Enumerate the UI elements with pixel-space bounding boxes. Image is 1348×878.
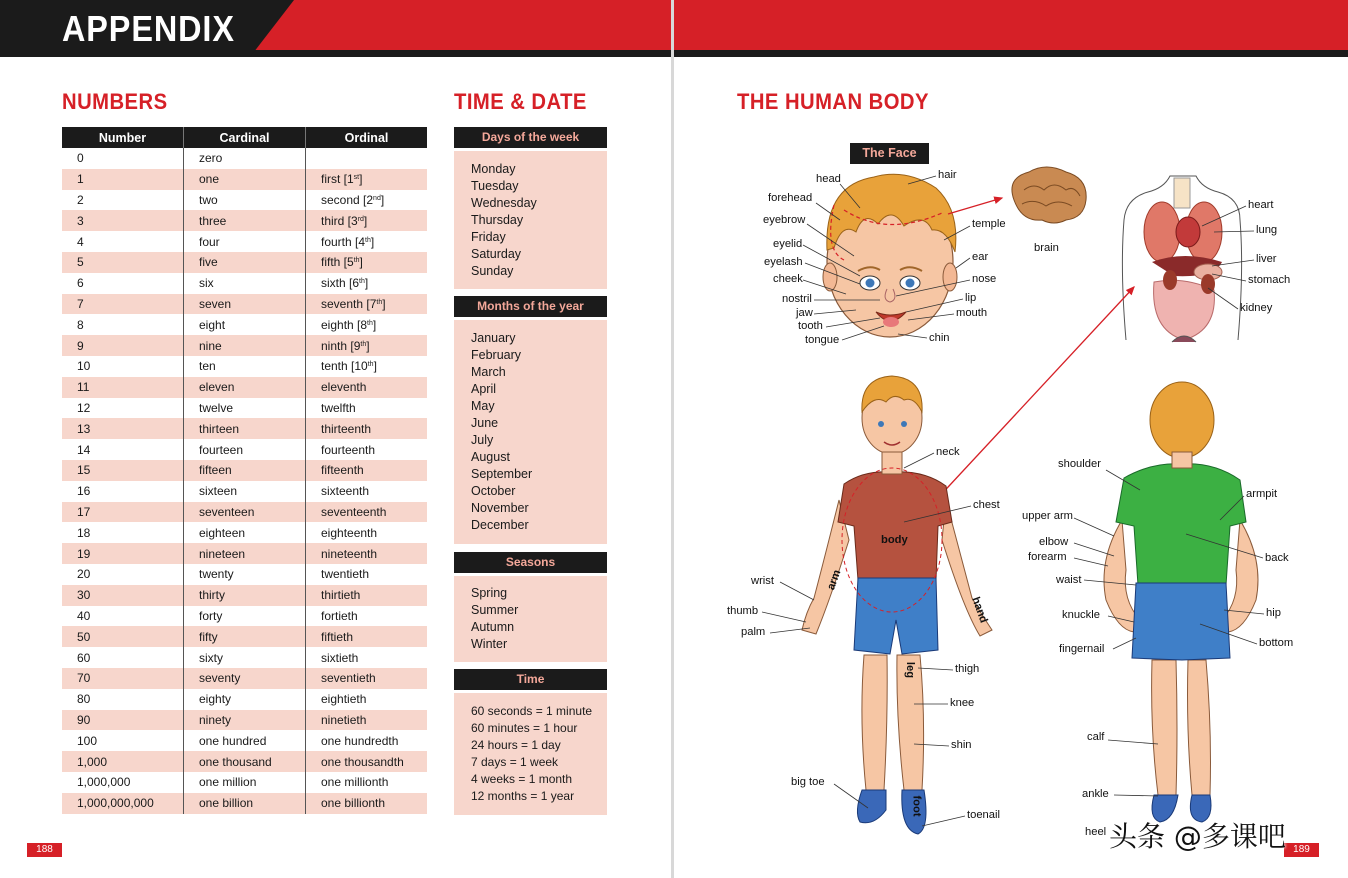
number-cell: 1,000,000,000 — [62, 793, 184, 814]
ordinal-text: twelfth — [321, 400, 356, 415]
ordinal-text: fourth [4 — [321, 234, 366, 249]
label-toenail: toenail — [967, 809, 1000, 821]
header-tab-slant — [250, 0, 294, 57]
number-cell: 7 — [62, 294, 184, 315]
ordinal-text: seventieth — [321, 671, 376, 686]
day-item: Thursday — [471, 213, 524, 227]
ordinal-cell — [306, 751, 428, 772]
numbers-table — [62, 127, 427, 814]
page-number-right: 189 — [1284, 843, 1319, 857]
ordinal-cell — [306, 377, 428, 398]
ordinal-cell — [306, 148, 428, 169]
ordinal-text: fifteenth — [321, 463, 364, 478]
label-kidney: kidney — [1240, 302, 1273, 314]
cardinal-cell: nineteen — [184, 543, 306, 564]
months-heading: Months of the year — [454, 296, 607, 317]
time-item: 7 days = 1 week — [471, 755, 559, 769]
label-liver: liver — [1256, 253, 1277, 265]
table-row — [62, 668, 427, 689]
label-jaw: jaw — [796, 307, 813, 319]
label-tooth: tooth — [798, 320, 823, 332]
cardinal-cell: one hundred — [184, 730, 306, 751]
day-item: Tuesday — [471, 179, 519, 193]
ordinal-cell — [306, 543, 428, 564]
label-thumb: thumb — [727, 605, 759, 617]
time-box — [454, 693, 607, 815]
time-item: 60 minutes = 1 hour — [471, 721, 578, 735]
month-item: August — [471, 450, 510, 464]
table-row — [62, 730, 427, 751]
cardinal-cell: six — [184, 273, 306, 294]
label-big-toe: big toe — [791, 776, 825, 788]
cardinal-cell: fifteen — [184, 460, 306, 481]
number-cell: 60 — [62, 647, 184, 668]
time-item: 12 months = 1 year — [471, 789, 575, 803]
label-heart: heart — [1248, 199, 1274, 211]
cardinal-cell: eighty — [184, 689, 306, 710]
table-row — [62, 314, 427, 335]
ordinal-cell: first [1st] — [306, 169, 428, 190]
ordinal-text: seventeenth — [321, 504, 387, 519]
column-header: Number — [62, 127, 184, 148]
cardinal-cell: eighteen — [184, 522, 306, 543]
table-row — [62, 439, 427, 460]
number-cell: 11 — [62, 377, 184, 398]
ordinal-text: fortieth — [321, 608, 358, 623]
season-item: Summer — [471, 603, 519, 617]
organs-illustration — [1122, 176, 1241, 342]
ordinal-cell — [306, 481, 428, 502]
label-forehead: forehead — [768, 192, 813, 204]
ordinal-text: thirteenth — [321, 421, 372, 436]
cardinal-cell: twelve — [184, 398, 306, 419]
cardinal-cell: three — [184, 210, 306, 231]
ordinal-text: one millionth — [321, 775, 389, 790]
ordinal-cell: fifth [5th] — [306, 252, 428, 273]
table-row — [62, 564, 427, 585]
ordinal-suffix: st — [353, 174, 360, 182]
cardinal-cell: thirteen — [184, 418, 306, 439]
number-cell: 1,000 — [62, 751, 184, 772]
number-cell: 12 — [62, 398, 184, 419]
appendix-title: APPENDIX — [62, 8, 235, 49]
table-row — [62, 190, 427, 211]
time-list — [454, 703, 607, 805]
ordinal-suffix: rd — [357, 215, 364, 223]
months-box — [454, 320, 607, 544]
label-hip: hip — [1266, 607, 1281, 619]
ordinal-suffix: th — [367, 319, 373, 327]
ordinal-text: thirtieth — [321, 588, 361, 603]
number-cell: 3 — [62, 210, 184, 231]
ordinal-text: fifth [5 — [321, 255, 354, 270]
ordinal-suffix: th — [359, 278, 365, 286]
ordinal-cell: ninth [9th] — [306, 335, 428, 356]
ordinal-cell — [306, 626, 428, 647]
cardinal-cell: thirty — [184, 585, 306, 606]
table-row — [62, 647, 427, 668]
label-leg: leg — [904, 661, 917, 679]
table-row — [62, 626, 427, 647]
ordinal-text: first [1 — [321, 172, 354, 187]
cardinal-cell: one million — [184, 772, 306, 793]
human-body-illustration — [674, 0, 1348, 878]
cardinal-cell: sixteen — [184, 481, 306, 502]
table-row — [62, 585, 427, 606]
label-stomach: stomach — [1248, 274, 1291, 286]
label-ear: ear — [972, 251, 989, 263]
number-cell: 80 — [62, 689, 184, 710]
month-item: January — [471, 331, 516, 345]
month-item: May — [471, 399, 495, 413]
number-cell: 5 — [62, 252, 184, 273]
number-cell: 2 — [62, 190, 184, 211]
table-row — [62, 689, 427, 710]
label-palm: palm — [741, 626, 766, 638]
page-number-left: 188 — [27, 843, 62, 857]
ordinal-text: eighth [8 — [321, 317, 368, 332]
ordinal-text: ninth [9 — [321, 338, 361, 353]
cardinal-cell: one — [184, 169, 306, 190]
day-item: Saturday — [471, 247, 522, 261]
ordinal-text: fiftieth — [321, 629, 354, 644]
label-chin: chin — [929, 332, 950, 344]
number-cell: 14 — [62, 439, 184, 460]
label-body: body — [881, 534, 908, 546]
cardinal-cell: seventeen — [184, 502, 306, 523]
label-knuckle: knuckle — [1062, 609, 1100, 621]
label-elbow: elbow — [1039, 536, 1069, 548]
label-eyelash: eyelash — [764, 256, 803, 268]
number-cell: 15 — [62, 460, 184, 481]
ordinal-cell — [306, 502, 428, 523]
number-cell: 17 — [62, 502, 184, 523]
label-brain: brain — [1034, 242, 1059, 254]
ordinal-cell — [306, 418, 428, 439]
month-item: April — [471, 382, 497, 396]
table-row — [62, 273, 427, 294]
label-chest: chest — [973, 499, 1000, 511]
month-item: June — [471, 416, 499, 430]
days-heading: Days of the week — [454, 127, 607, 148]
label-armpit: armpit — [1246, 488, 1278, 500]
number-cell: 40 — [62, 606, 184, 627]
ordinal-cell — [306, 668, 428, 689]
table-row — [62, 335, 427, 356]
label-fingernail: fingernail — [1059, 643, 1105, 655]
label-nose: nose — [972, 273, 997, 285]
number-cell: 19 — [62, 543, 184, 564]
number-cell: 90 — [62, 710, 184, 731]
time-date-title: TIME & DATE — [454, 89, 587, 114]
month-item: October — [471, 484, 516, 498]
number-cell: 6 — [62, 273, 184, 294]
ordinal-text: one thousandth — [321, 754, 404, 769]
brain-illustration — [1012, 167, 1086, 223]
back-boy-illustration — [1104, 382, 1258, 822]
month-item: February — [471, 348, 522, 362]
number-cell: 1 — [62, 169, 184, 190]
cardinal-cell: sixty — [184, 647, 306, 668]
label-wrist: wrist — [751, 575, 774, 587]
ordinal-text: tenth [10 — [321, 359, 368, 374]
table-row — [62, 772, 427, 793]
day-item: Monday — [471, 162, 516, 176]
ordinal-text: sixtieth — [321, 650, 359, 665]
ordinal-suffix: th — [376, 298, 383, 306]
label-neck: neck — [936, 446, 960, 458]
day-item: Friday — [471, 230, 506, 244]
ordinal-cell — [306, 585, 428, 606]
months-list — [454, 330, 607, 534]
cardinal-cell: four — [184, 231, 306, 252]
cardinal-cell: eight — [184, 314, 306, 335]
cardinal-cell: five — [184, 252, 306, 273]
cardinal-cell: fifty — [184, 626, 306, 647]
ordinal-suffix: th — [367, 361, 374, 369]
number-cell: 30 — [62, 585, 184, 606]
ordinal-cell — [306, 689, 428, 710]
cardinal-cell: ninety — [184, 710, 306, 731]
face-heading: The Face — [850, 143, 929, 164]
label-shin: shin — [951, 739, 972, 751]
ordinal-text: twentieth — [321, 567, 370, 582]
cardinal-cell: seven — [184, 294, 306, 315]
seasons-heading: Seasons — [454, 552, 607, 573]
label-calf: calf — [1087, 731, 1105, 743]
ordinal-text: seventh [7 — [321, 296, 377, 311]
cardinal-cell: forty — [184, 606, 306, 627]
label-arm: arm — [825, 568, 844, 592]
watermark: 头条 @多课吧 — [1109, 820, 1286, 853]
number-cell: 9 — [62, 335, 184, 356]
label-eyelid: eyelid — [773, 238, 803, 250]
label-tongue: tongue — [805, 334, 840, 346]
ordinal-cell — [306, 439, 428, 460]
label-hand: hand — [969, 595, 990, 625]
ordinal-suffix: nd — [373, 194, 381, 202]
ordinal-cell — [306, 398, 428, 419]
time-item: 4 weeks = 1 month — [471, 772, 573, 786]
ordinal-text: eightieth — [321, 692, 367, 707]
label-lung: lung — [1256, 224, 1278, 236]
number-cell: 10 — [62, 356, 184, 377]
table-row — [62, 398, 427, 419]
label-nostril: nostril — [782, 293, 812, 305]
ordinal-cell: tenth [10th] — [306, 356, 428, 377]
number-cell: 100 — [62, 730, 184, 751]
table-row — [62, 606, 427, 627]
ordinal-cell — [306, 730, 428, 751]
cardinal-cell: two — [184, 190, 306, 211]
cardinal-cell: twenty — [184, 564, 306, 585]
number-cell: 13 — [62, 418, 184, 439]
number-cell: 1,000,000 — [62, 772, 184, 793]
ordinal-suffix: th — [353, 257, 360, 265]
front-boy-illustration — [802, 376, 992, 834]
cardinal-cell: zero — [184, 148, 306, 169]
ordinal-cell — [306, 772, 428, 793]
number-cell: 0 — [62, 148, 184, 169]
ordinal-cell — [306, 710, 428, 731]
ordinal-cell — [306, 793, 428, 814]
season-item: Autumn — [471, 620, 515, 634]
ordinal-cell — [306, 460, 428, 481]
label-heel: heel — [1085, 826, 1107, 838]
ordinal-text: sixteenth — [321, 484, 370, 499]
table-row — [62, 793, 427, 814]
table-row — [62, 377, 427, 398]
label-hair: hair — [938, 169, 957, 181]
ordinal-cell — [306, 564, 428, 585]
table-row — [62, 481, 427, 502]
table-row — [62, 210, 427, 231]
table-row — [62, 751, 427, 772]
ordinal-text: fourteenth — [321, 442, 376, 457]
ordinal-cell — [306, 647, 428, 668]
numbers-header-row — [62, 127, 427, 148]
column-header: Ordinal — [306, 127, 428, 148]
table-row — [62, 252, 427, 273]
cardinal-cell: one thousand — [184, 751, 306, 772]
label-thigh: thigh — [955, 663, 980, 675]
ordinal-cell — [306, 522, 428, 543]
number-cell: 4 — [62, 231, 184, 252]
label-waist: waist — [1056, 574, 1082, 586]
label-ankle: ankle — [1082, 788, 1109, 800]
seasons-box — [454, 576, 607, 662]
time-item: 60 seconds = 1 minute — [471, 704, 593, 718]
human-body-title: THE HUMAN BODY — [737, 89, 929, 114]
label-bottom: bottom — [1259, 637, 1294, 649]
month-item: March — [471, 365, 506, 379]
ordinal-cell: third [3rd] — [306, 210, 428, 231]
ordinal-suffix: th — [365, 236, 371, 244]
table-row — [62, 148, 427, 169]
label-forearm: forearm — [1028, 551, 1067, 563]
ordinal-text: eighteenth — [321, 525, 378, 540]
table-row — [62, 231, 427, 252]
label-eyebrow: eyebrow — [763, 214, 806, 226]
month-item: December — [471, 518, 529, 532]
time-heading: Time — [454, 669, 607, 690]
ordinal-text: nineteenth — [321, 546, 378, 561]
ordinal-text: ninetieth — [321, 712, 367, 727]
left-page — [0, 0, 671, 878]
day-item: Sunday — [471, 264, 514, 278]
cardinal-cell: one billion — [184, 793, 306, 814]
column-header: Cardinal — [184, 127, 306, 148]
ordinal-text: second [2 — [321, 192, 374, 207]
number-cell: 70 — [62, 668, 184, 689]
table-row — [62, 294, 427, 315]
cardinal-cell: fourteen — [184, 439, 306, 460]
right-page — [674, 0, 1348, 878]
day-item: Wednesday — [471, 196, 537, 210]
numbers-title: NUMBERS — [62, 89, 168, 114]
number-cell: 18 — [62, 522, 184, 543]
season-item: Spring — [471, 586, 508, 600]
ordinal-cell: seventh [7th] — [306, 294, 428, 315]
month-item: July — [471, 433, 494, 447]
ordinal-text: eleventh — [321, 380, 367, 395]
ordinal-text: one hundredth — [321, 733, 399, 748]
number-cell: 20 — [62, 564, 184, 585]
label-foot: foot — [910, 795, 923, 817]
table-row — [62, 502, 427, 523]
label-upper-arm: upper arm — [1022, 510, 1073, 522]
number-cell: 50 — [62, 626, 184, 647]
season-item: Winter — [471, 637, 508, 651]
label-back: back — [1265, 552, 1289, 564]
ordinal-text: one billionth — [321, 796, 386, 811]
cardinal-cell: seventy — [184, 668, 306, 689]
label-temple: temple — [972, 218, 1006, 230]
table-row — [62, 460, 427, 481]
table-row — [62, 543, 427, 564]
ordinal-cell: eighth [8th] — [306, 314, 428, 335]
number-cell: 8 — [62, 314, 184, 335]
label-lip: lip — [965, 292, 977, 304]
cardinal-cell: ten — [184, 356, 306, 377]
table-row — [62, 356, 427, 377]
table-row — [62, 522, 427, 543]
ordinal-cell: fourth [4th] — [306, 231, 428, 252]
number-cell: 16 — [62, 481, 184, 502]
label-mouth: mouth — [956, 307, 988, 319]
month-item: November — [471, 501, 529, 515]
ordinal-text: third [3 — [321, 213, 358, 228]
label-shoulder: shoulder — [1058, 458, 1101, 470]
ordinal-cell: second [2nd] — [306, 190, 428, 211]
cardinal-cell: eleven — [184, 377, 306, 398]
month-item: September — [471, 467, 533, 481]
ordinal-cell — [306, 606, 428, 627]
label-cheek: cheek — [773, 273, 803, 285]
table-row — [62, 418, 427, 439]
days-list — [454, 161, 607, 280]
time-item: 24 hours = 1 day — [471, 738, 561, 752]
table-row — [62, 169, 427, 190]
ordinal-suffix: th — [360, 340, 367, 348]
ordinal-cell: sixth [6th] — [306, 273, 428, 294]
label-knee: knee — [950, 697, 975, 709]
table-row — [62, 710, 427, 731]
ordinal-text: sixth [6 — [321, 276, 360, 291]
cardinal-cell: nine — [184, 335, 306, 356]
seasons-list — [454, 585, 607, 653]
days-box — [454, 151, 607, 289]
label-head: head — [816, 173, 841, 185]
